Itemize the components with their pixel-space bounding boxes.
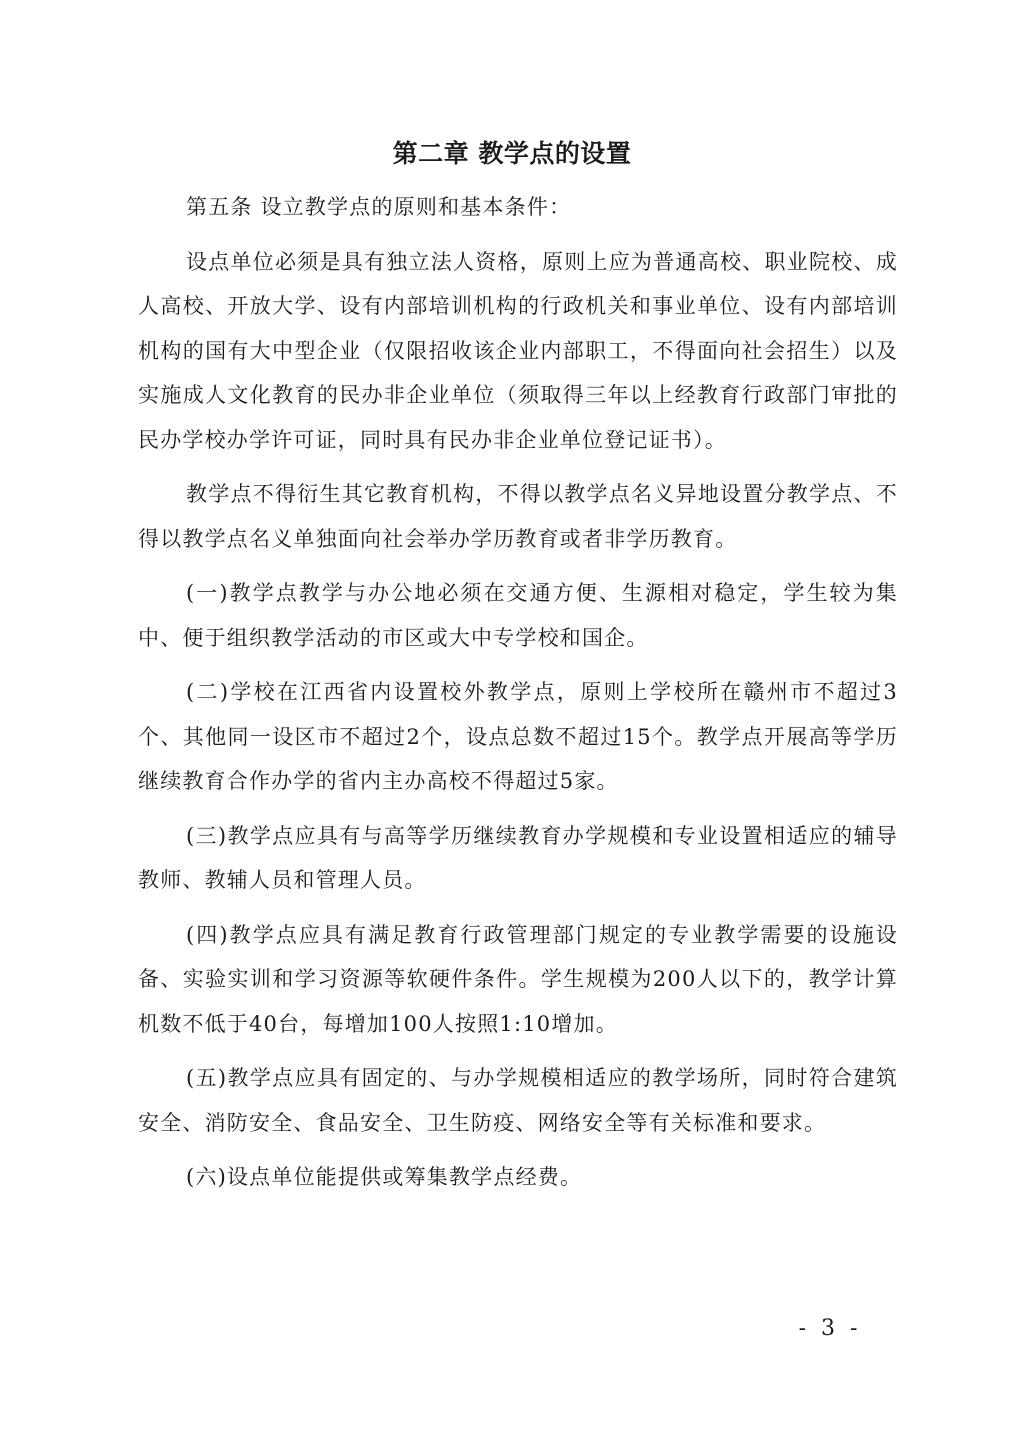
paragraph-restrictions: 教学点不得衍生其它教育机构，不得以教学点名义异地设置分教学点、不得以教学点名义单独面向社会举办学历教育或者非学历教育。 [138, 482, 898, 551]
clause-1: (一)教学点教学与办公地必须在交通方便、生源相对稳定，学生较为集中、便于组织教学活动的市区或大中专学校和国企。 [138, 581, 898, 650]
page-number: - 3 - [798, 1316, 862, 1341]
clause-6: (六)设点单位能提供或筹集教学点经费。 [186, 1165, 583, 1189]
clause-4: (四)教学点应具有满足教育行政管理部门规定的专业教学需要的设施设备、实验实训和学习资源等软硬件条件。学生规模为200人以下的，教学计算机数不低于40台，每增加100人按照1:10增加。 [138, 922, 898, 1036]
paragraph-eligibility: 设点单位必须是具有独立法人资格，原则上应为普通高校、职业院校、成人高校、开放大学、设有内部培训机构的行政机关和事业单位、设有内部培训机构的国有大中型企业（仅限招收该企业内部职工，不得面向社会招生）以及实施成人文化教育的民办非企业单位（须取得三年以上经教育行政部门审批的民办学校办学许可证，同时具有民办非企业单位登记证书）。 [138, 249, 898, 452]
document-body [138, 185, 898, 1200]
clause-2: (二)学校在江西省内设置校外教学点，原则上学校所在赣州市不超过3个、其他同一设区市不超过2个，设点总数不超过15个。教学点开展高等学历继续教育合作办学的省内主办高校不得超过5家。 [138, 680, 898, 793]
chapter-title: 第二章 教学点的设置 [392, 139, 632, 168]
article-heading: 第五条 设立教学点的原则和基本条件： [186, 195, 572, 219]
clause-5: (五)教学点应具有固定的、与办学规模相适应的教学场所，同时符合建筑安全、消防安全、食品安全、卫生防疫、网络安全等有关标准和要求。 [138, 1066, 898, 1135]
clause-3: (三)教学点应具有与高等学历继续教育办学规模和专业设置相适应的辅导教师、教辅人员和管理人员。 [138, 823, 898, 892]
